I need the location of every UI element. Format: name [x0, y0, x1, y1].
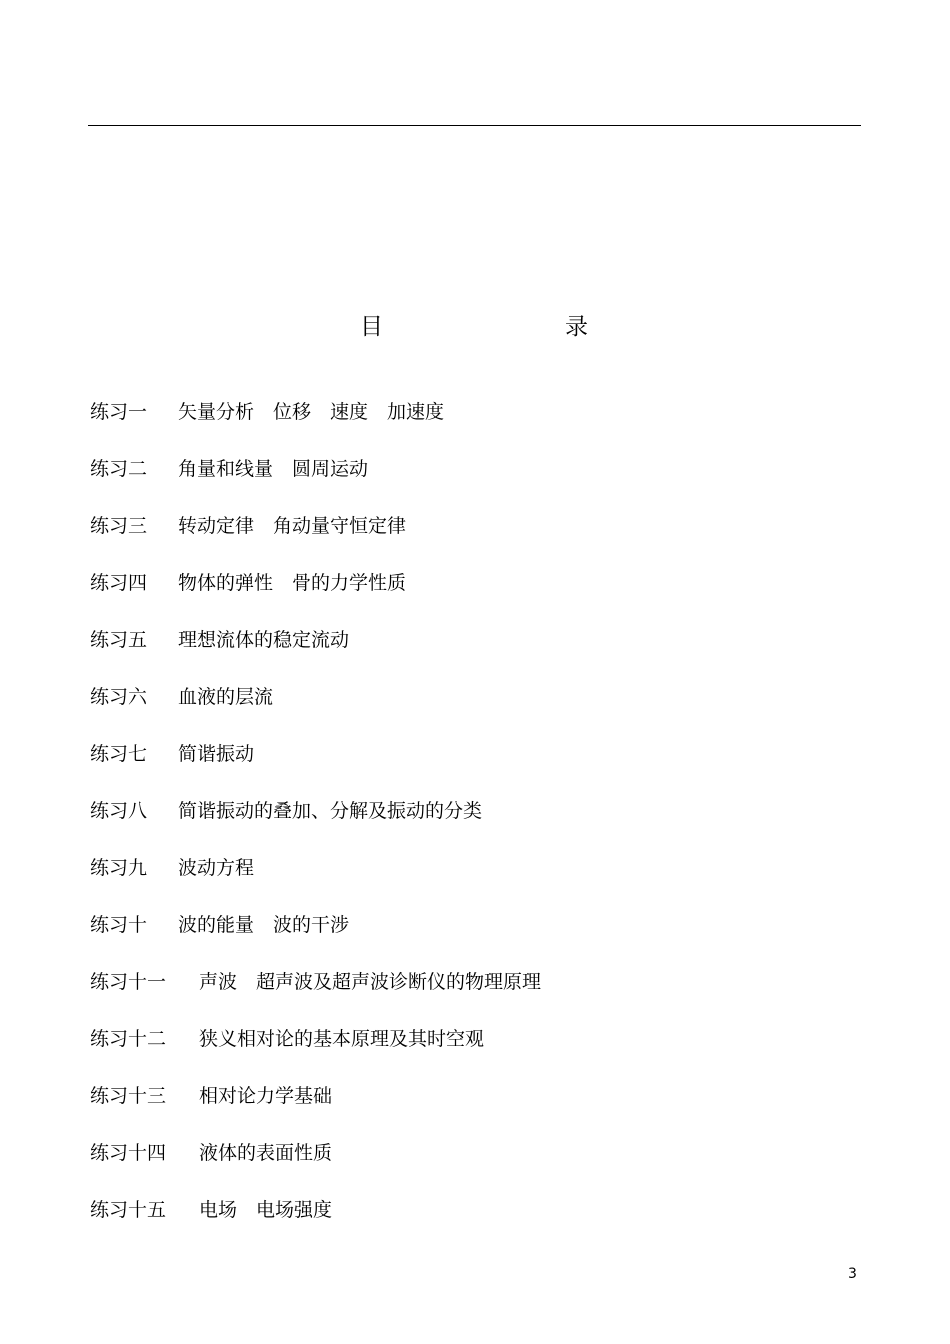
toc-item-topic: 理想流体的稳定流动: [178, 629, 350, 651]
toc-item-topic: 简谐振动的叠加、分解及振动的分类: [178, 800, 483, 822]
toc-item-topic: 电场 电场强度: [199, 1199, 333, 1221]
toc-item[interactable]: [90, 568, 407, 625]
toc-item[interactable]: [90, 1024, 485, 1081]
toc-item-label: 练习十四: [90, 1142, 167, 1164]
toc-item-label: 练习八: [90, 800, 148, 822]
toc-item[interactable]: [90, 967, 542, 1024]
toc-item[interactable]: [90, 739, 255, 796]
toc-item-label: 练习一: [90, 401, 148, 423]
toc-item-label: 练习十三: [90, 1085, 167, 1107]
toc-item-topic: 声波 超声波及超声波诊断仪的物理原理: [199, 971, 542, 993]
toc-item-label: 练习十五: [90, 1199, 167, 1221]
toc-item-topic: 狭义相对论的基本原理及其时空观: [199, 1028, 485, 1050]
toc-item[interactable]: [90, 910, 350, 967]
toc-item[interactable]: [90, 682, 274, 739]
page-number: 3: [848, 1266, 857, 1282]
toc-item[interactable]: [90, 853, 255, 910]
toc-item-label: 练习十二: [90, 1028, 167, 1050]
header-rule: [88, 125, 861, 126]
toc-item-topic: 血液的层流: [178, 686, 274, 708]
toc-item-label: 练习三: [90, 515, 148, 537]
toc-item-topic: 相对论力学基础: [199, 1085, 333, 1107]
toc-item[interactable]: [90, 454, 369, 511]
toc-item-label: 练习七: [90, 743, 148, 765]
toc-item-topic: 简谐振动: [178, 743, 255, 765]
toc-item-topic: 液体的表面性质: [199, 1142, 333, 1164]
toc-item-topic: 矢量分析 位移 速度 加速度: [178, 401, 445, 423]
toc-item[interactable]: [90, 1138, 333, 1195]
toc-item-label: 练习四: [90, 572, 148, 594]
toc-item[interactable]: [90, 625, 350, 682]
toc-item-topic: 角量和线量 圆周运动: [178, 458, 369, 480]
toc-item-label: 练习二: [90, 458, 148, 480]
toc-item-label: 练习六: [90, 686, 148, 708]
toc-item-topic: 波动方程: [178, 857, 255, 879]
title-part-2: 录: [565, 314, 588, 340]
page-title: [0, 309, 950, 345]
toc-item-topic: 转动定律 角动量守恒定律: [178, 515, 407, 537]
toc-item-topic: 波的能量 波的干涉: [178, 914, 350, 936]
toc-item-label: 练习十一: [90, 971, 167, 993]
toc-item-label: 练习九: [90, 857, 148, 879]
toc-item[interactable]: [90, 397, 445, 454]
toc-item-topic: 物体的弹性 骨的力学性质: [178, 572, 407, 594]
toc-item-label: 练习十: [90, 914, 148, 936]
toc-item[interactable]: [90, 796, 483, 853]
toc-item-label: 练习五: [90, 629, 148, 651]
toc-item[interactable]: [90, 1195, 333, 1252]
toc-item[interactable]: [90, 1081, 333, 1138]
title-part-1: 目: [360, 314, 383, 340]
toc-item[interactable]: [90, 511, 407, 568]
toc-list: [90, 397, 542, 1252]
